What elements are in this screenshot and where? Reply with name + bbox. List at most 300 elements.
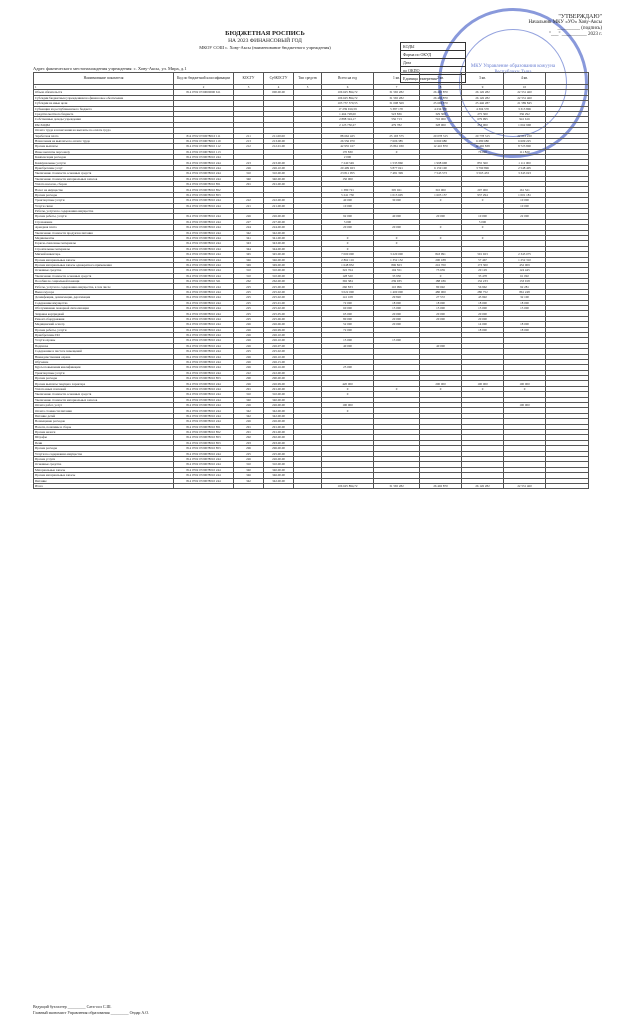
table-cell: 20 778 315 bbox=[462, 133, 504, 138]
title-org: МКОУ СОШ с. Хову-Аксы (наименование бюджетного учреждения) bbox=[199, 45, 331, 50]
table-cell: 92 000 bbox=[322, 214, 374, 219]
table-cell: Вневедомственная охрана bbox=[34, 354, 174, 359]
table-cell: 106 625 894,72 bbox=[322, 483, 374, 488]
table-cell: 225 bbox=[234, 306, 264, 311]
table-cell: 346 bbox=[234, 257, 264, 262]
table-cell: 20 000 bbox=[322, 225, 374, 230]
table-cell: 0 bbox=[322, 241, 374, 246]
approval-heading: "УТВЕРЖДАЮ" bbox=[558, 14, 602, 20]
table-cell: 814 0702 0720078010 244 bbox=[174, 268, 234, 273]
table-cell: 814 0702 0720078010 244 bbox=[174, 338, 234, 343]
budget-table bbox=[33, 72, 589, 489]
table-header-cell: КОСГУ bbox=[234, 73, 264, 85]
table-cell: 814 0702 0720078010 244 bbox=[174, 235, 234, 240]
table-cell: 296 bbox=[234, 446, 264, 451]
table-cell: 814 0702 0720078010 244 bbox=[174, 262, 234, 267]
table-cell: 342 bbox=[234, 413, 264, 418]
table-cell: 15 000 bbox=[420, 306, 462, 311]
table-cell: 814 0702 0720078010 853 bbox=[174, 440, 234, 445]
table-cell: 31 565 282 bbox=[374, 90, 420, 95]
table-cell: 937 294 bbox=[462, 192, 504, 197]
table-cell: 1 352 152 bbox=[374, 257, 420, 262]
table-cell: Заправка картриджей bbox=[34, 311, 174, 316]
table-cell: 7 bbox=[374, 85, 420, 90]
table-cell: 100 000 bbox=[504, 403, 546, 408]
table-cell: 345 bbox=[234, 252, 264, 257]
table-cell: Пени bbox=[34, 440, 174, 445]
table-cell: 225 bbox=[234, 289, 264, 294]
table-cell: 92 281 bbox=[504, 284, 546, 289]
table-cell: 5 bbox=[294, 85, 322, 90]
table-cell: 420 000 bbox=[322, 381, 374, 386]
table-cell: 814 0702 0720078010 244 bbox=[174, 408, 234, 413]
table-cell: 124 445 bbox=[504, 268, 546, 273]
table-cell: 27 572 bbox=[420, 295, 462, 300]
table-cell: 88 662 425 bbox=[322, 133, 374, 138]
title-main: БЮДЖЕТНАЯ РОСПИСЬ bbox=[225, 30, 305, 37]
table-cell: 20 000 bbox=[374, 311, 420, 316]
table-cell: 225 bbox=[234, 300, 264, 305]
table-cell: 7 606 385 bbox=[374, 138, 420, 143]
table-cell: 814 0702 0720078010 852 bbox=[174, 430, 234, 435]
table-cell: 342.00.00 bbox=[264, 413, 294, 418]
table-cell: 253 000 bbox=[462, 122, 504, 127]
table-cell: 226 bbox=[234, 381, 264, 386]
table-cell: 3 220 000 bbox=[374, 252, 420, 257]
table-cell: 814 0702 0720078010 853 bbox=[174, 376, 234, 381]
table-cell: 225 bbox=[234, 295, 264, 300]
table-cell: 20 078 315 bbox=[420, 133, 462, 138]
table-cell: 2 888 324,17 bbox=[322, 117, 374, 122]
table-cell: 345.00.00 bbox=[264, 252, 294, 257]
table-cell: Медицинский осмотр bbox=[34, 322, 174, 327]
seal-text: МКУ Управление образования кожууна Республики Тыва bbox=[470, 64, 556, 75]
table-cell: 225 bbox=[234, 284, 264, 289]
table-cell: 344 bbox=[234, 246, 264, 251]
table-cell: 7 240 549 bbox=[322, 160, 374, 165]
table-cell: 14 000 bbox=[462, 322, 504, 327]
table-cell: 349.00.00 bbox=[264, 262, 294, 267]
table-cell: Работы, услуги по содержанию имущества bbox=[34, 208, 174, 213]
table-cell: 344.00.00 bbox=[264, 246, 294, 251]
table-cell: 12 492 838 bbox=[462, 144, 504, 149]
approval-line-3: "___" __________ 2023 г. bbox=[548, 32, 602, 37]
table-cell: Прочие налоги bbox=[34, 430, 174, 435]
table-cell: 65 000 bbox=[322, 311, 374, 316]
table-cell: 814 0702 0720078010 244 bbox=[174, 289, 234, 294]
table-cell: 40 000 bbox=[322, 343, 374, 348]
table-cell: 128 520 bbox=[322, 273, 374, 278]
table-cell: 814 0702 0720078010 244 bbox=[174, 171, 234, 176]
table-cell: 18 000 bbox=[462, 327, 504, 332]
table-cell: 0 bbox=[374, 241, 420, 246]
code-row: Форма по ОКУД bbox=[401, 51, 465, 59]
table-cell bbox=[234, 483, 264, 488]
table-cell: 52 000 bbox=[322, 322, 374, 327]
table-cell: 342.00.00 bbox=[264, 230, 294, 235]
table-cell: Коммунальные услуги bbox=[34, 160, 174, 165]
table-cell: 0 bbox=[322, 386, 374, 391]
table-cell: 1 648 832 bbox=[322, 262, 374, 267]
table-cell: 22 531 460 bbox=[504, 483, 546, 488]
table-cell: 225.05.00 bbox=[264, 311, 294, 316]
table-cell: 226.99.00 bbox=[264, 327, 294, 332]
table-cell: Основные средства bbox=[34, 268, 174, 273]
table-cell: Питание детей bbox=[34, 413, 174, 418]
table-cell: 296.00.00 bbox=[264, 446, 294, 451]
table-cell: 226.10.00 bbox=[264, 332, 294, 337]
table-cell: 226 bbox=[234, 365, 264, 370]
table-cell: 0 bbox=[420, 386, 462, 391]
table-cell: 226.16.00 bbox=[264, 365, 294, 370]
table-cell: 20 000 bbox=[374, 322, 420, 327]
table-cell: 679 995 bbox=[462, 117, 504, 122]
table-cell: 3 343 023 bbox=[504, 171, 546, 176]
table-cell: 226 bbox=[234, 327, 264, 332]
table-cell: 0 bbox=[420, 225, 462, 230]
title-year: НА 2023 ФИНАНСОВЫЙ ГОД bbox=[228, 38, 302, 44]
table-cell: 814 0702 0720078010 244 bbox=[174, 295, 234, 300]
table-cell: 31 565 282 bbox=[374, 483, 420, 488]
table-cell: 340 bbox=[234, 397, 264, 402]
table-cell: 133 918 bbox=[504, 279, 546, 284]
table-cell: 30 000 bbox=[374, 198, 420, 203]
table-cell: 106 625 894,72 bbox=[322, 95, 374, 100]
table-cell: 1 252 310 bbox=[504, 257, 546, 262]
table-cell: 10 000 bbox=[504, 203, 546, 208]
table-cell: 213 bbox=[234, 138, 264, 143]
table-cell: 814 0702 0720000000 611 bbox=[174, 90, 234, 95]
table-header-cell: Наименование показателя bbox=[34, 73, 174, 85]
table-cell: 292 bbox=[234, 435, 264, 440]
table-cell: 20 000 bbox=[462, 311, 504, 316]
table-cell: 814 0702 0720078010 244 bbox=[174, 467, 234, 472]
table-cell: 213.00.00 bbox=[264, 138, 294, 143]
table-header-cell: Всего на год bbox=[322, 73, 374, 85]
table-cell: Уплата налогов, сборов bbox=[34, 182, 174, 187]
table-cell: 223 bbox=[234, 160, 264, 165]
table-cell: 291 bbox=[234, 424, 264, 429]
table-header-cell: 1 кв. bbox=[374, 73, 420, 85]
table-cell: Обучение bbox=[34, 359, 174, 364]
table-cell: 212 bbox=[234, 144, 264, 149]
table-cell: 2 548 405 bbox=[504, 165, 546, 170]
table-cell: 200 188 bbox=[420, 257, 462, 262]
table-cell: 225.02.00 bbox=[264, 295, 294, 300]
table-cell: 15 000 bbox=[322, 338, 374, 343]
table-cell: 212.01.00 bbox=[264, 144, 294, 149]
table-cell: 15 000 bbox=[374, 338, 420, 343]
table-cell: 225.00.00 bbox=[264, 284, 294, 289]
table-cell: 226 bbox=[234, 214, 264, 219]
table-cell: 479 782 bbox=[374, 122, 420, 127]
table-cell: 222.00.00 bbox=[264, 370, 294, 375]
table-cell: 2 bbox=[174, 85, 234, 90]
table-cell: 814 0702 0720078010 244 bbox=[174, 306, 234, 311]
table-cell: 222 bbox=[234, 370, 264, 375]
table-cell: 25 692 870 bbox=[420, 101, 462, 106]
table-cell: Прочие услуги bbox=[34, 456, 174, 461]
table-cell: 814 0702 0720078010 244 bbox=[174, 316, 234, 321]
table-cell: Содержание в чистоте помещений bbox=[34, 349, 174, 354]
table-cell: 710 000 bbox=[420, 117, 462, 122]
table-cell: Увеличение стоимости продуктов питания bbox=[34, 230, 174, 235]
table-cell: 5 000 bbox=[322, 219, 374, 224]
table-cell: 310.00.00 bbox=[264, 392, 294, 397]
table-cell: 861 248 bbox=[504, 289, 546, 294]
table-cell: Итого bbox=[34, 483, 174, 488]
table-cell: Возмещение расходов bbox=[34, 419, 174, 424]
table-cell: 226 bbox=[234, 322, 264, 327]
table-cell: Прочие расходы bbox=[34, 446, 174, 451]
table-cell: 18 000 bbox=[504, 300, 546, 305]
table-cell: 0 bbox=[420, 273, 462, 278]
table-cell bbox=[294, 483, 322, 488]
table-cell: Услуги охраны bbox=[34, 338, 174, 343]
table-cell: 291 bbox=[234, 182, 264, 187]
table-cell: 340 bbox=[234, 176, 264, 181]
table-header-cell bbox=[546, 73, 589, 85]
table-cell: Питание bbox=[34, 478, 174, 483]
table-cell: 6 bbox=[322, 85, 374, 90]
table-cell: 814 0702 0720078010 244 bbox=[174, 219, 234, 224]
table-cell: 280 752 bbox=[462, 289, 504, 294]
table-cell: 225.02.00 bbox=[264, 349, 294, 354]
table-cell: 225 bbox=[234, 311, 264, 316]
table-cell: Субсидии бюджетным учреждениям на финансовое обеспечение bbox=[34, 95, 174, 100]
table-cell: 223.00.00 bbox=[264, 160, 294, 165]
table-cell: 5 241 730 bbox=[322, 192, 374, 197]
table-cell: 814 0702 0720078010 244 bbox=[174, 462, 234, 467]
table-cell: 1 bbox=[34, 85, 174, 90]
table-cell: 15 000 bbox=[462, 306, 504, 311]
table-cell: 226.00.00 bbox=[264, 456, 294, 461]
table-cell: 349 bbox=[234, 262, 264, 267]
table-row bbox=[34, 483, 589, 488]
table-cell: 293 bbox=[234, 440, 264, 445]
table-cell: 310 bbox=[234, 268, 264, 273]
table-cell: 814 0702 0720078010 244 bbox=[174, 160, 234, 165]
table-cell: 104 551 bbox=[374, 268, 420, 273]
table-header-cell: СубКОСГУ bbox=[264, 73, 294, 85]
table-header-cell: 3 кв. bbox=[462, 73, 504, 85]
table-cell: 814 0702 0720078010 244 bbox=[174, 397, 234, 402]
table-cell: Арендная плата bbox=[34, 225, 174, 230]
table-cell: Уплата иных платежей bbox=[34, 386, 174, 391]
table-cell: Страхование bbox=[34, 219, 174, 224]
table-cell: 814 0702 0720078010 321 bbox=[174, 279, 234, 284]
table-cell: Увеличение стоимости основных средств bbox=[34, 273, 174, 278]
table-cell: 814 0702 0720078010 244 bbox=[174, 230, 234, 235]
approval-block bbox=[452, 14, 602, 38]
table-cell: 226 bbox=[234, 165, 264, 170]
table-cell: 340.00.00 bbox=[264, 397, 294, 402]
table-cell: 814 0702 0720078010 244 bbox=[174, 155, 234, 160]
table-cell: 2 345 075 bbox=[504, 252, 546, 257]
table-cell: Оплата труда и начисления на выплаты по оплате труда bbox=[34, 128, 174, 133]
table-cell: 5 387 170 bbox=[374, 106, 420, 111]
table-cell: 814 0702 0720078010 112 bbox=[174, 144, 234, 149]
table-cell: 57 467 bbox=[462, 257, 504, 262]
table-cell: 33 478 bbox=[462, 273, 504, 278]
table-cell: Иные выплаты персоналу bbox=[34, 149, 174, 154]
table-cell: 226.00.00 bbox=[264, 403, 294, 408]
table-cell: 1 605 157 bbox=[420, 192, 462, 197]
table-cell: 305 021 bbox=[374, 187, 420, 192]
table-cell: Прочие материальные запасы bbox=[34, 473, 174, 478]
table-cell: 31 565 282 bbox=[374, 95, 420, 100]
table-cell: 346.00.00 bbox=[264, 473, 294, 478]
table-cell: 111 820 bbox=[504, 149, 546, 154]
table-cell: 141 108 bbox=[322, 295, 374, 300]
table-cell: Налоги, пошлины и сборы bbox=[34, 424, 174, 429]
table-cell: 216 700 bbox=[420, 262, 462, 267]
table-cell: 855 360 bbox=[462, 160, 504, 165]
table-cell: 1 001 181 bbox=[504, 192, 546, 197]
table-cell: 18 000 bbox=[374, 300, 420, 305]
table-cell: 0 bbox=[462, 225, 504, 230]
table-cell: 45 992 bbox=[462, 295, 504, 300]
table-cell: 22 612 220 bbox=[504, 133, 546, 138]
table-cell: 188 186 bbox=[420, 279, 462, 284]
table-cell: 814 0702 0720078010 244 bbox=[174, 451, 234, 456]
table-cell: 814 0702 0720078010 244 bbox=[174, 241, 234, 246]
table-cell: 3 022 000 bbox=[322, 289, 374, 294]
table-cell: 814 0702 0720078010 244 bbox=[174, 365, 234, 370]
table-cell: 0 bbox=[322, 408, 374, 413]
table-cell: 342.00.00 bbox=[264, 478, 294, 483]
table-cell: Горюче-смазочные материалы bbox=[34, 241, 174, 246]
table-cell: Средства местного бюджета bbox=[34, 111, 174, 116]
table-cell: 7 481 399 bbox=[374, 171, 420, 176]
table-cell: 291.00.00 bbox=[264, 182, 294, 187]
table-cell: 15 000 bbox=[374, 306, 420, 311]
table-cell: 0 bbox=[322, 235, 374, 240]
table-cell: Мягкий инвентарь bbox=[34, 252, 174, 257]
table-cell: 80 692 bbox=[420, 284, 462, 289]
table-cell: 310.00.00 bbox=[264, 462, 294, 467]
table-cell: 239 935 bbox=[374, 279, 420, 284]
table-cell: Обслуживание пожарной сигнализации bbox=[34, 306, 174, 311]
table-cell: 556 713 bbox=[374, 117, 420, 122]
table-cell: Прочие работы, услуги bbox=[34, 214, 174, 219]
table-cell: 106 625 894,72 bbox=[322, 90, 374, 95]
table-cell: 814 0702 0720078010 244 bbox=[174, 413, 234, 418]
table-cell: 226.10.00 bbox=[264, 338, 294, 343]
table-cell: 310 bbox=[234, 462, 264, 467]
table-cell: 9 bbox=[462, 85, 504, 90]
table-cell: 226 bbox=[234, 403, 264, 408]
table-cell: 226.15.00 bbox=[264, 359, 294, 364]
table-cell: 0 bbox=[374, 386, 420, 391]
table-cell: 814 0702 0720078010 244 bbox=[174, 386, 234, 391]
table-cell: 340.00.00 bbox=[264, 176, 294, 181]
table-cell: 310 000 bbox=[420, 187, 462, 192]
table-cell: 60 000 bbox=[322, 306, 374, 311]
table-cell: 292.00.00 bbox=[264, 435, 294, 440]
table-cell: 1 111 000 bbox=[504, 160, 546, 165]
table-cell: 591 923 bbox=[462, 252, 504, 257]
table-cell: Увеличение стоимости основных средств bbox=[34, 171, 174, 176]
table-cell: 4 234 370 bbox=[420, 106, 462, 111]
table-header-cell: Тип средств bbox=[294, 73, 322, 85]
code-row: Единица измерения bbox=[403, 76, 437, 81]
table-cell: 814 0702 0720078010 244 bbox=[174, 456, 234, 461]
code-row: по ОКПО bbox=[401, 67, 465, 75]
table-cell: 2 862 116 bbox=[322, 257, 374, 262]
table-cell: 221 bbox=[234, 203, 264, 208]
table-cell: 814 0702 0720078010 113 bbox=[174, 149, 234, 154]
table-cell: 814 0702 0720078010 244 bbox=[174, 354, 234, 359]
table-cell: 275 300 bbox=[462, 111, 504, 116]
table-cell: Услуги связи bbox=[34, 203, 174, 208]
table-cell: Основные средства bbox=[34, 462, 174, 467]
table-cell: 18 000 bbox=[462, 300, 504, 305]
table-cell: Строительные материалы bbox=[34, 246, 174, 251]
table-cell: 10 bbox=[504, 85, 546, 90]
table-cell: 8 bbox=[420, 85, 462, 90]
table-cell: 26 402 870 bbox=[420, 90, 462, 95]
table-cell: 260 833 bbox=[322, 284, 374, 289]
table-cell: 291.00.00 bbox=[264, 430, 294, 435]
table-cell: Увеличение стоимости материальных запасов bbox=[34, 397, 174, 402]
table-cell: 227 bbox=[234, 219, 264, 224]
table-cell: 310.00.00 bbox=[264, 171, 294, 176]
table-cell: 814 0702 0720078010 244 bbox=[174, 332, 234, 337]
signature-block bbox=[33, 1004, 149, 1016]
table-cell: 10 000 bbox=[322, 203, 374, 208]
table-cell: 1 015 605 bbox=[374, 192, 420, 197]
table-cell: 5 000 bbox=[462, 219, 504, 224]
table-cell: 10 000 bbox=[462, 214, 504, 219]
table-cell: 814 0702 0720078010 853 bbox=[174, 446, 234, 451]
table-cell: 814 0702 0720078010 244 bbox=[174, 311, 234, 316]
table-cell: 20 000 bbox=[374, 225, 420, 230]
code-row: КОДЫ bbox=[401, 43, 465, 51]
table-cell: 814 0702 0720078010 244 bbox=[174, 257, 234, 262]
table-cell: 310 bbox=[234, 392, 264, 397]
table-cell bbox=[174, 483, 234, 488]
table-cell: 100 000 bbox=[504, 381, 546, 386]
table-cell: 346 bbox=[234, 473, 264, 478]
table-cell: 0 bbox=[374, 149, 420, 154]
table-cell: 392 384 bbox=[322, 279, 374, 284]
table-cell: 225 bbox=[234, 316, 264, 321]
table-cell: 7 543 573 bbox=[420, 171, 462, 176]
table-cell: 225.02.00 bbox=[264, 306, 294, 311]
table-cell: 941 616 bbox=[504, 117, 546, 122]
table-cell: 290.00.00 bbox=[264, 376, 294, 381]
table-cell bbox=[264, 483, 294, 488]
table-cell: 1 062 968 bbox=[504, 122, 546, 127]
table-cell: 814 0702 0720078010 244 bbox=[174, 273, 234, 278]
table-cell: 814 0702 0720078010 244 bbox=[174, 478, 234, 483]
table-cell: 132 233 bbox=[462, 279, 504, 284]
table-cell: 814 0702 0720078010 244 bbox=[174, 246, 234, 251]
table-cell: Медикаменты bbox=[34, 235, 174, 240]
table-cell: Оплата стоимости питания bbox=[34, 408, 174, 413]
table-cell: 343 bbox=[234, 241, 264, 246]
table-cell: 15 000 bbox=[504, 306, 546, 311]
table-cell: 814 0702 0720078010 244 bbox=[174, 284, 234, 289]
document-title bbox=[150, 30, 380, 51]
table-cell: 3 790 896 bbox=[462, 165, 504, 170]
table-cell: 814 0702 0720078010 244 bbox=[174, 370, 234, 375]
table-cell: 814 0702 0720078010 244 bbox=[174, 203, 234, 208]
table-cell: 224.00.00 bbox=[264, 225, 294, 230]
table-cell: 814 0702 0720078010 244 bbox=[174, 359, 234, 364]
table-cell: 341 bbox=[234, 235, 264, 240]
